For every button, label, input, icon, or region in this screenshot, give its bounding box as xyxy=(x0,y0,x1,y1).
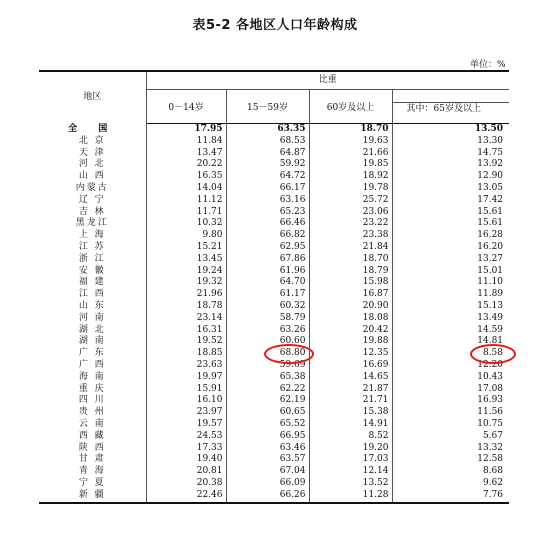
region-cell: 山 东 xyxy=(39,301,146,313)
table-row xyxy=(39,466,509,478)
value-65-plus: 10.43 xyxy=(477,371,504,382)
value-15-59: 63.35 xyxy=(226,124,309,136)
value-65-plus: 11.10 xyxy=(477,277,504,288)
value-0-14: 17.33 xyxy=(146,443,226,455)
value-60-plus: 17.03 xyxy=(309,454,392,466)
age-structure-table xyxy=(39,70,509,504)
region-cell: 广 东 xyxy=(39,348,146,360)
value-65-plus: 10.75 xyxy=(477,418,504,429)
value-0-14: 18.85 xyxy=(146,348,226,360)
value-15-59: 61.96 xyxy=(226,266,309,278)
region-cell: 辽 宁 xyxy=(39,195,146,207)
value-65-plus: 12.20 xyxy=(477,359,504,370)
value-60-plus: 18.92 xyxy=(309,171,392,183)
table-row-total xyxy=(39,124,509,136)
value-60-plus: 19.88 xyxy=(309,336,392,348)
region-cell: 上 海 xyxy=(39,230,146,242)
value-15-59: 64.72 xyxy=(226,171,309,183)
value-65-plus: 13.49 xyxy=(477,312,504,323)
value-0-14: 19.24 xyxy=(146,266,226,278)
region-cell: 江 苏 xyxy=(39,242,146,254)
value-15-59: 63.16 xyxy=(226,195,309,207)
region-cell: 全 国 xyxy=(39,124,146,136)
value-15-59: 68.53 xyxy=(226,136,309,148)
value-65-plus: 15.13 xyxy=(477,300,504,311)
value-65-plus: 15.01 xyxy=(477,265,504,276)
table-row xyxy=(39,171,509,183)
value-0-14: 20.22 xyxy=(146,159,226,171)
region-cell: 吉 林 xyxy=(39,207,146,219)
value-15-59: 65.52 xyxy=(226,419,309,431)
value-0-14: 13.47 xyxy=(146,148,226,160)
region-cell: 广 西 xyxy=(39,360,146,372)
value-65-plus: 13.92 xyxy=(477,159,504,170)
table-row xyxy=(39,301,509,313)
value-65-plus: 12.90 xyxy=(477,171,504,182)
header-60-plus: 60岁及以上 xyxy=(309,90,392,124)
table-row xyxy=(39,443,509,455)
value-0-14: 19.32 xyxy=(146,277,226,289)
value-0-14: 18.78 xyxy=(146,301,226,313)
value-60-plus: 23.06 xyxy=(309,207,392,219)
value-60-plus: 19.78 xyxy=(309,183,392,195)
value-0-14: 24.53 xyxy=(146,431,226,443)
value-0-14: 11.84 xyxy=(146,136,226,148)
value-65-plus: 8.68 xyxy=(482,466,504,477)
value-60-plus: 18.79 xyxy=(309,266,392,278)
value-0-14: 9.80 xyxy=(146,230,226,242)
value-60-plus: 16.69 xyxy=(309,360,392,372)
value-15-59: 67.04 xyxy=(226,466,309,478)
value-15-59: 61.17 xyxy=(226,289,309,301)
value-60-plus: 21.71 xyxy=(309,395,392,407)
table-row xyxy=(39,419,509,431)
value-65-plus: 16.20 xyxy=(477,241,504,252)
value-0-14: 20.81 xyxy=(146,466,226,478)
value-0-14: 10.32 xyxy=(146,218,226,230)
region-cell: 北 京 xyxy=(39,136,146,148)
region-cell: 内蒙古 xyxy=(39,183,146,195)
value-0-14: 23.97 xyxy=(146,407,226,419)
region-cell: 青 海 xyxy=(39,466,146,478)
value-65-plus: 17.42 xyxy=(477,194,504,205)
table-row xyxy=(39,407,509,419)
table-row xyxy=(39,478,509,490)
header-region: 地区 xyxy=(39,71,146,124)
region-cell: 天 津 xyxy=(39,148,146,160)
region-cell: 陕 西 xyxy=(39,443,146,455)
value-15-59: 62.19 xyxy=(226,395,309,407)
value-15-59: 65.23 xyxy=(226,207,309,219)
value-0-14: 15.91 xyxy=(146,384,226,396)
value-60-plus: 12.35 xyxy=(309,348,392,360)
table-row xyxy=(39,148,509,160)
value-60-plus: 12.14 xyxy=(309,466,392,478)
value-15-59: 64.70 xyxy=(226,277,309,289)
table-row xyxy=(39,136,509,148)
table-row xyxy=(39,207,509,219)
value-60-plus: 23.38 xyxy=(309,230,392,242)
value-15-59: 66.09 xyxy=(226,478,309,490)
value-60-plus: 21.84 xyxy=(309,242,392,254)
value-60-plus: 18.08 xyxy=(309,313,392,325)
value-0-14: 19.97 xyxy=(146,372,226,384)
value-60-plus: 19.63 xyxy=(309,136,392,148)
value-65-plus: 15.61 xyxy=(477,206,504,217)
value-60-plus: 8.52 xyxy=(309,431,392,443)
table-row xyxy=(39,218,509,230)
value-65-plus: 14.75 xyxy=(477,147,504,158)
value-60-plus: 11.28 xyxy=(309,490,392,503)
region-cell: 福 建 xyxy=(39,277,146,289)
region-cell: 黑龙江 xyxy=(39,218,146,230)
value-15-59: 63.46 xyxy=(226,443,309,455)
value-15-59: 59.69 xyxy=(226,360,309,372)
region-cell: 山 西 xyxy=(39,171,146,183)
region-cell: 四 川 xyxy=(39,395,146,407)
table-row xyxy=(39,490,509,503)
value-0-14: 19.52 xyxy=(146,336,226,348)
value-15-59: 66.82 xyxy=(226,230,309,242)
value-15-59: 63.26 xyxy=(226,325,309,337)
header-share: 比重 xyxy=(146,71,509,90)
value-0-14: 23.14 xyxy=(146,313,226,325)
region-cell: 甘 肃 xyxy=(39,454,146,466)
value-15-59: 63.57 xyxy=(226,454,309,466)
region-cell: 宁 夏 xyxy=(39,478,146,490)
value-65-plus: 14.59 xyxy=(477,324,504,335)
table-row xyxy=(39,254,509,266)
table-title: 表5-2 各地区人口年龄构成 xyxy=(192,18,358,33)
value-15-59: 60.65 xyxy=(226,407,309,419)
value-0-14: 21.96 xyxy=(146,289,226,301)
value-15-59: 66.46 xyxy=(226,218,309,230)
value-65-plus: 13.30 xyxy=(477,135,504,146)
value-65-plus: 17.08 xyxy=(477,383,504,394)
value-65-plus: 11.56 xyxy=(477,407,504,418)
table-row xyxy=(39,195,509,207)
highlight-circle-guangdong-15-59 xyxy=(264,344,314,364)
value-60-plus: 25.72 xyxy=(309,195,392,207)
region-cell: 海 南 xyxy=(39,372,146,384)
value-65-plus: 16.28 xyxy=(477,230,504,241)
region-cell: 河 南 xyxy=(39,313,146,325)
value-15-59: 67.86 xyxy=(226,254,309,266)
value-0-14: 19.40 xyxy=(146,454,226,466)
region-cell: 河 北 xyxy=(39,159,146,171)
value-0-14: 19.57 xyxy=(146,419,226,431)
value-15-59: 60.32 xyxy=(226,301,309,313)
region-cell: 湖 南 xyxy=(39,336,146,348)
value-60-plus: 20.90 xyxy=(309,301,392,313)
header-65-plus: 其中：65岁及以上 xyxy=(393,102,510,115)
value-0-14: 17.95 xyxy=(146,124,226,136)
highlight-circle-guangdong-65-plus xyxy=(470,344,516,364)
value-60-plus: 19.85 xyxy=(309,159,392,171)
value-65-plus: 5.67 xyxy=(482,430,504,441)
region-cell: 湖 北 xyxy=(39,325,146,337)
value-0-14: 15.21 xyxy=(146,242,226,254)
value-0-14: 14.04 xyxy=(146,183,226,195)
table-row xyxy=(39,372,509,384)
value-65-plus: 13.32 xyxy=(477,442,504,453)
table-row xyxy=(39,395,509,407)
value-0-14: 16.35 xyxy=(146,171,226,183)
header-15-59: 15－59岁 xyxy=(226,90,309,124)
value-65-plus: 13.05 xyxy=(477,182,504,193)
value-65-plus: 15.61 xyxy=(477,218,504,229)
value-15-59: 68.80 xyxy=(226,348,309,360)
table-row xyxy=(39,277,509,289)
region-cell: 江 西 xyxy=(39,289,146,301)
table-row xyxy=(39,384,509,396)
value-0-14: 11.71 xyxy=(146,207,226,219)
value-60-plus: 21.87 xyxy=(309,384,392,396)
table-row xyxy=(39,454,509,466)
value-0-14: 20.38 xyxy=(146,478,226,490)
region-cell: 新 疆 xyxy=(39,490,146,503)
table-row xyxy=(39,266,509,278)
value-0-14: 16.10 xyxy=(146,395,226,407)
value-65-plus: 8.58 xyxy=(482,348,504,359)
value-65-plus: 13.27 xyxy=(477,253,504,264)
value-60-plus: 23.22 xyxy=(309,218,392,230)
value-60-plus: 20.42 xyxy=(309,325,392,337)
value-60-plus: 19.20 xyxy=(309,443,392,455)
value-60-plus: 21.66 xyxy=(309,148,392,160)
value-65-plus: 14.81 xyxy=(477,336,504,347)
value-0-14: 16.31 xyxy=(146,325,226,337)
value-65-plus: 7.76 xyxy=(482,489,504,500)
value-15-59: 59.92 xyxy=(226,159,309,171)
value-60-plus: 14.91 xyxy=(309,419,392,431)
value-15-59: 65.38 xyxy=(226,372,309,384)
header-65-plus-cell xyxy=(392,90,509,124)
value-60-plus: 13.52 xyxy=(309,478,392,490)
table-row xyxy=(39,289,509,301)
value-60-plus: 18.70 xyxy=(309,124,392,136)
table-row xyxy=(39,159,509,171)
region-cell: 重 庆 xyxy=(39,384,146,396)
region-cell: 西 藏 xyxy=(39,431,146,443)
header-0-14: 0－14岁 xyxy=(146,90,226,124)
value-0-14: 23.63 xyxy=(146,360,226,372)
region-cell: 云 南 xyxy=(39,419,146,431)
value-15-59: 66.17 xyxy=(226,183,309,195)
region-cell: 浙 江 xyxy=(39,254,146,266)
table-row xyxy=(39,325,509,337)
table-row xyxy=(39,230,509,242)
value-0-14: 11.12 xyxy=(146,195,226,207)
value-60-plus: 14.65 xyxy=(309,372,392,384)
table-row xyxy=(39,183,509,195)
unit-label: 单位：% xyxy=(470,60,506,70)
value-65-plus: 16.93 xyxy=(477,395,504,406)
value-60-plus: 16.87 xyxy=(309,289,392,301)
value-15-59: 66.95 xyxy=(226,431,309,443)
value-65-plus: 9.62 xyxy=(482,477,504,488)
value-65-plus: 11.89 xyxy=(477,289,504,300)
value-0-14: 13.45 xyxy=(146,254,226,266)
region-cell: 安 徽 xyxy=(39,266,146,278)
table-row xyxy=(39,431,509,443)
value-60-plus: 18.70 xyxy=(309,254,392,266)
table-row xyxy=(39,313,509,325)
value-65-plus: 13.50 xyxy=(474,124,504,134)
value-0-14: 22.46 xyxy=(146,490,226,503)
value-65-plus: 12.58 xyxy=(477,454,504,465)
value-15-59: 62.22 xyxy=(226,384,309,396)
value-15-59: 60.60 xyxy=(226,336,309,348)
region-cell: 贵 州 xyxy=(39,407,146,419)
table-row xyxy=(39,242,509,254)
value-15-59: 58.79 xyxy=(226,313,309,325)
value-60-plus: 15.98 xyxy=(309,277,392,289)
value-15-59: 62.95 xyxy=(226,242,309,254)
value-15-59: 64.87 xyxy=(226,148,309,160)
value-15-59: 66.26 xyxy=(226,490,309,503)
value-60-plus: 15.38 xyxy=(309,407,392,419)
